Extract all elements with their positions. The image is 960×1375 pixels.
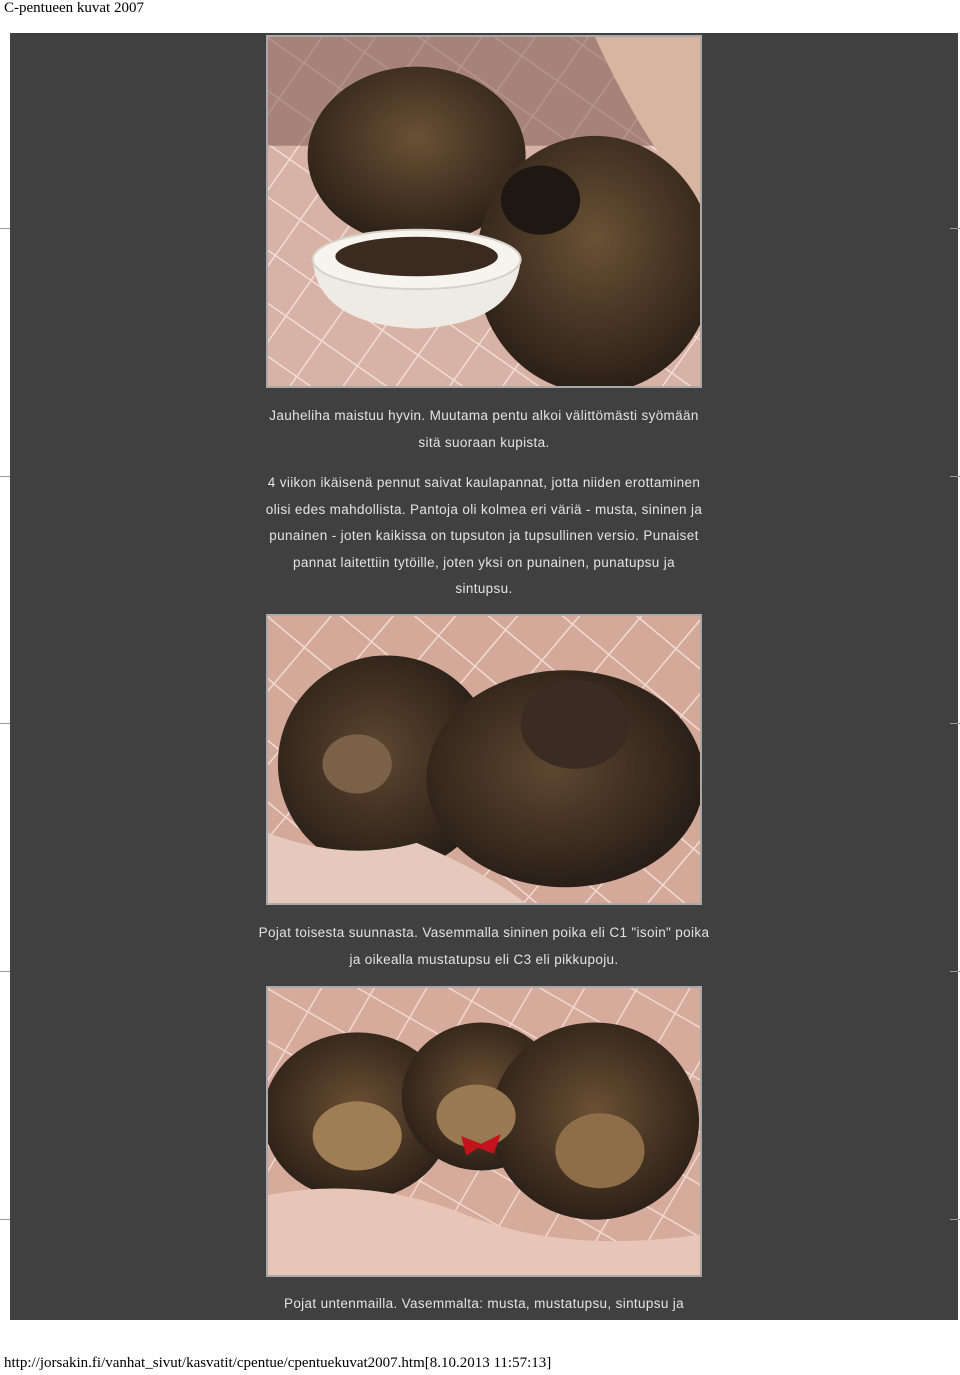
caption-line: Pojat untenmailla. Vasemmalta: musta, mustatupsu, sintupsu ja <box>283 1296 685 1311</box>
caption-photo2 <box>10 920 958 973</box>
caption-line: punainen - joten kaikissa on tupsuton ja tupsullinen versio. Punaiset <box>269 528 699 543</box>
caption-line: 4 viikon ikäisenä pennut saivat kaulapannat, jotta niiden erottaminen <box>267 475 701 490</box>
edge-mark <box>950 1219 960 1220</box>
content-panel <box>10 33 958 1320</box>
edge-mark <box>0 476 10 477</box>
edge-mark <box>950 228 960 229</box>
photo-puppies-sleeping <box>266 614 702 905</box>
edge-mark <box>950 723 960 724</box>
edge-mark <box>0 723 10 724</box>
caption-photo1 <box>10 403 958 456</box>
caption-line: sintupsu. <box>455 581 513 596</box>
caption-line: sitä suoraan kupista. <box>418 434 550 450</box>
edge-mark <box>0 1219 10 1220</box>
page-title: C-pentueen kuvat 2007 <box>4 0 144 16</box>
edge-mark <box>0 971 10 972</box>
edge-mark <box>950 971 960 972</box>
caption-line: olisi edes mahdollista. Pantoja oli kolmea eri väriä - musta, sininen ja <box>265 501 703 517</box>
caption-photo3 <box>10 1291 958 1318</box>
photo-puppies-blanket <box>266 986 702 1277</box>
edge-mark <box>0 228 10 229</box>
caption-intro <box>10 470 958 603</box>
edge-mark <box>950 476 960 477</box>
caption-line: Jauheliha maistuu hyvin. Muutama pentu alkoi välittömästi syömään <box>269 408 699 423</box>
photo-puppies-eating <box>266 35 702 388</box>
caption-line: ja oikealla mustatupsu eli C3 eli pikkupoju. <box>349 951 619 967</box>
caption-line: pannat laitettiin tytöille, joten yksi on punainen, punatupsu ja <box>293 554 675 570</box>
page-url: http://jorsakin.fi/vanhat_sivut/kasvatit/cpentue/cpentuekuvat2007.htm[8.10.2013 11:57:13] <box>4 1355 552 1371</box>
caption-line: Pojat toisesta suunnasta. Vasemmalla sininen poika eli C1 "isoin" poika <box>258 925 710 940</box>
